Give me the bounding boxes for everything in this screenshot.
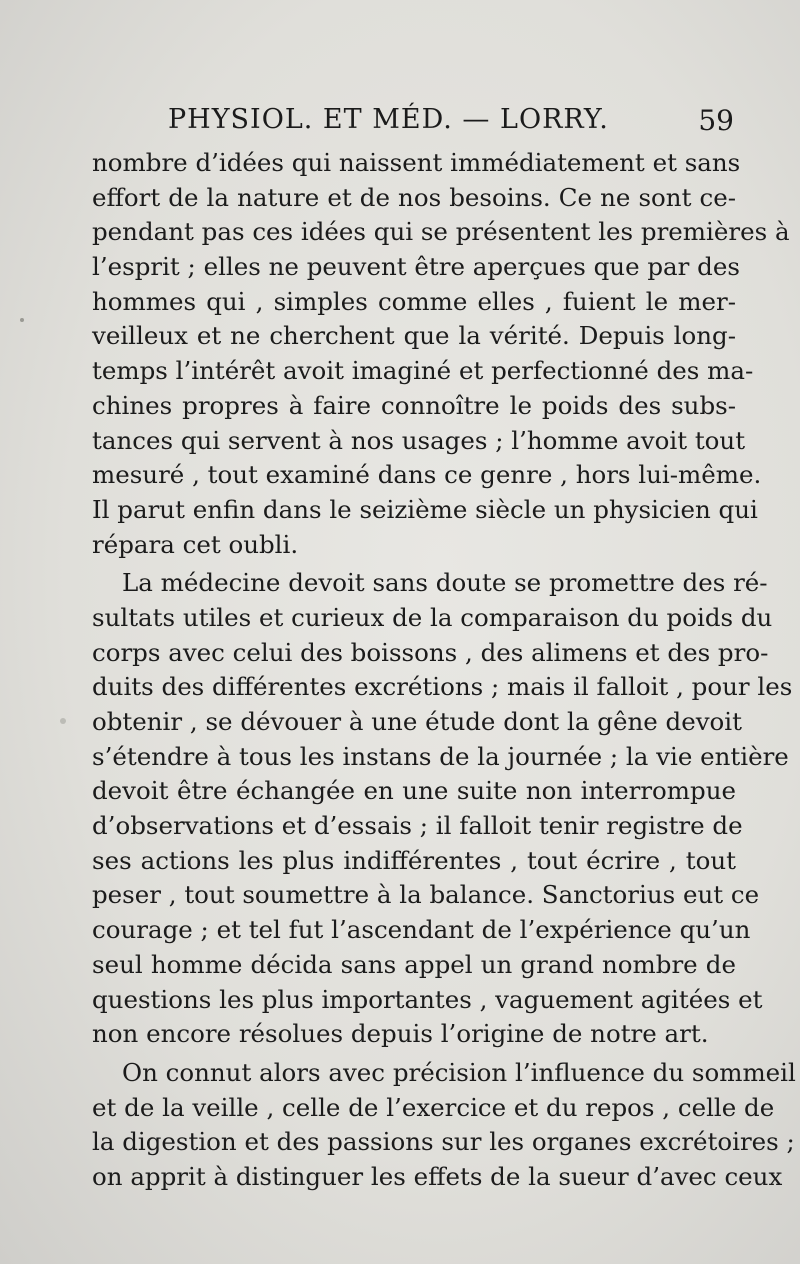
text-line: questions les plus importantes , vaguement agitées et bbox=[92, 984, 763, 1014]
text-line: La médecine devoit sans doute se promettre des ré- bbox=[122, 568, 768, 598]
paragraph bbox=[92, 1056, 796, 1195]
paper-speck bbox=[60, 718, 66, 724]
text-line: tances qui servent à nos usages ; l’homme avoit tout bbox=[92, 425, 746, 455]
text-line: peser , tout soumettre à la balance. Sanctorius eut ce bbox=[92, 880, 760, 910]
text-line: devoit être échangée en une suite non interrompue bbox=[92, 776, 736, 806]
paragraph bbox=[92, 146, 790, 562]
text-line: répara cet oubli. bbox=[92, 529, 299, 559]
text-line: mesuré , tout examiné dans ce genre , hors lui-même. bbox=[92, 460, 762, 490]
text-line: corps avec celui des boissons , des alimens et des pro- bbox=[92, 637, 769, 667]
body-text bbox=[92, 146, 796, 1195]
page-number: 59 bbox=[698, 104, 734, 137]
text-line: l’esprit ; elles ne peuvent être aperçues que par des bbox=[92, 252, 740, 282]
text-line: pendant pas ces idées qui se présentent les premières à bbox=[92, 217, 790, 247]
text-line: chines propres à faire connoître le poids des subs- bbox=[92, 390, 736, 420]
text-line: on apprit à distinguer les effets de la sueur d’avec ceux bbox=[92, 1161, 783, 1191]
text-line: seul homme décida sans appel un grand nombre de bbox=[92, 949, 736, 979]
text-line: On connut alors avec précision l’influence du sommeil bbox=[122, 1057, 796, 1087]
text-line: temps l’intérêt avoit imaginé et perfectionné des ma- bbox=[92, 356, 754, 386]
text-line: sultats utiles et curieux de la comparaison du poids du bbox=[92, 602, 773, 632]
text-line: hommes qui , simples comme elles , fuient le mer- bbox=[92, 286, 736, 316]
text-line: d’observations et d’essais ; il falloit tenir registre de bbox=[92, 811, 743, 841]
text-line: et de la veille , celle de l’exercice et du repos , celle de bbox=[92, 1092, 775, 1122]
text-line: duits des différentes excrétions ; mais il falloit , pour les bbox=[92, 672, 793, 702]
text-line: effort de la nature et de nos besoins. Ce ne sont ce- bbox=[92, 182, 736, 212]
text-line: s’étendre à tous les instans de la journée ; la vie entière bbox=[92, 741, 789, 771]
running-title: PHYSIOL. ET MÉD. — LORRY. bbox=[168, 104, 609, 135]
text-line: la digestion et des passions sur les organes excrétoires ; bbox=[92, 1127, 795, 1157]
text-line: ses actions les plus indifférentes , tout écrire , tout bbox=[92, 845, 736, 875]
paragraph bbox=[92, 566, 793, 1052]
text-line: obtenir , se dévouer à une étude dont la gêne devoit bbox=[92, 707, 742, 736]
paper-speck bbox=[20, 318, 24, 322]
text-line: Il parut enfin dans le seizième siècle un physicien qui bbox=[92, 494, 758, 524]
text-line: courage ; et tel fut l’ascendant de l’expérience qu’un bbox=[92, 915, 751, 945]
text-line: non encore résolues depuis l’origine de notre art. bbox=[92, 1019, 709, 1049]
text-line: nombre d’idées qui naissent immédiatement et sans bbox=[92, 148, 741, 177]
text-line: veilleux et ne cherchent que la vérité. Depuis long- bbox=[92, 321, 736, 351]
